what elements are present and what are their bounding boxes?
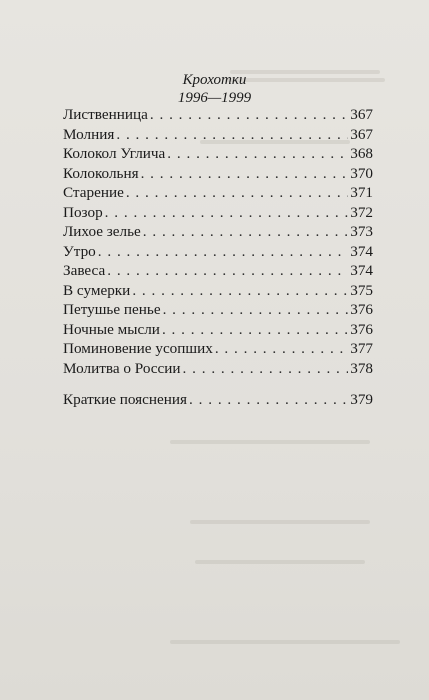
toc-entry-page: 377 bbox=[350, 340, 373, 357]
toc-entry[interactable] bbox=[63, 320, 373, 340]
toc-entry[interactable] bbox=[63, 359, 373, 379]
section-years: 1996—1999 bbox=[177, 90, 252, 106]
dot-leader bbox=[126, 183, 348, 203]
toc-entry[interactable] bbox=[63, 144, 373, 164]
toc-spacer bbox=[63, 378, 373, 390]
dot-leader bbox=[132, 281, 348, 301]
toc-entry-title: Молния bbox=[63, 125, 115, 143]
toc-entry[interactable] bbox=[63, 300, 373, 320]
show-through-mark bbox=[170, 440, 370, 444]
table-of-contents bbox=[63, 105, 373, 410]
toc-entry-title: Утро bbox=[63, 242, 96, 260]
toc-entry-page: 367 bbox=[350, 125, 373, 143]
dot-leader bbox=[183, 359, 349, 379]
toc-entry[interactable] bbox=[63, 203, 373, 223]
toc-entry[interactable] bbox=[63, 125, 373, 145]
dot-leader bbox=[116, 125, 348, 145]
toc-entry[interactable] bbox=[63, 105, 373, 125]
dot-leader bbox=[167, 144, 348, 164]
toc-entry-page: 378 bbox=[350, 359, 373, 377]
dot-leader bbox=[105, 203, 349, 223]
toc-entry-page: 379 bbox=[350, 391, 373, 408]
toc-entry-page: 375 bbox=[350, 281, 373, 299]
toc-entry-page: 376 bbox=[350, 320, 373, 338]
dot-leader bbox=[215, 339, 348, 359]
dot-leader bbox=[162, 320, 348, 340]
toc-entry-title: Краткие пояснения bbox=[63, 391, 188, 408]
toc-entry-title: Лихое зелье bbox=[63, 223, 141, 240]
dot-leader bbox=[163, 300, 349, 320]
toc-entry[interactable] bbox=[63, 339, 373, 359]
toc-entry[interactable] bbox=[63, 281, 373, 301]
toc-entry-appendix[interactable] bbox=[63, 390, 373, 410]
show-through-mark bbox=[195, 560, 365, 564]
toc-entry-title: Колокол Углича bbox=[63, 145, 166, 162]
dot-leader bbox=[143, 222, 348, 242]
dot-leader bbox=[98, 242, 348, 262]
toc-entry[interactable] bbox=[63, 164, 373, 184]
toc-entry-title: Позор bbox=[63, 203, 103, 221]
toc-entry-page: 374 bbox=[350, 262, 373, 279]
toc-entry-title: Лиственница bbox=[63, 106, 148, 123]
toc-entry-page: 368 bbox=[350, 145, 373, 162]
toc-entry-title: Колокольня bbox=[63, 164, 139, 182]
toc-entry-title: В сумерки bbox=[63, 281, 131, 299]
dot-leader bbox=[150, 105, 348, 125]
show-through-mark bbox=[190, 520, 370, 524]
dot-leader bbox=[141, 164, 349, 184]
toc-entry-title: Петушье пенье bbox=[63, 301, 161, 318]
toc-entry-page: 372 bbox=[350, 203, 373, 221]
toc-entry-page: 376 bbox=[350, 301, 373, 318]
toc-entry-page: 374 bbox=[350, 242, 373, 260]
toc-entry[interactable] bbox=[63, 222, 373, 242]
toc-entry[interactable] bbox=[63, 183, 373, 203]
toc-entry-title: Старение bbox=[63, 184, 124, 201]
toc-entry-title: Ночные мысли bbox=[63, 320, 160, 338]
toc-entry-page: 373 bbox=[350, 223, 373, 240]
toc-entry-page: 367 bbox=[350, 106, 373, 123]
dot-leader bbox=[189, 390, 348, 410]
toc-entry-title: Молитва о России bbox=[63, 359, 181, 377]
dot-leader bbox=[107, 261, 348, 281]
toc-entry[interactable] bbox=[63, 261, 373, 281]
show-through-mark bbox=[170, 640, 400, 644]
toc-entry[interactable] bbox=[63, 242, 373, 262]
toc-entry-page: 371 bbox=[350, 184, 373, 201]
toc-entry-page: 370 bbox=[350, 164, 373, 182]
toc-entry-title: Поминовение усопших bbox=[63, 340, 213, 357]
section-title: Крохотки bbox=[182, 72, 247, 88]
toc-entry-title: Завеса bbox=[63, 262, 106, 279]
